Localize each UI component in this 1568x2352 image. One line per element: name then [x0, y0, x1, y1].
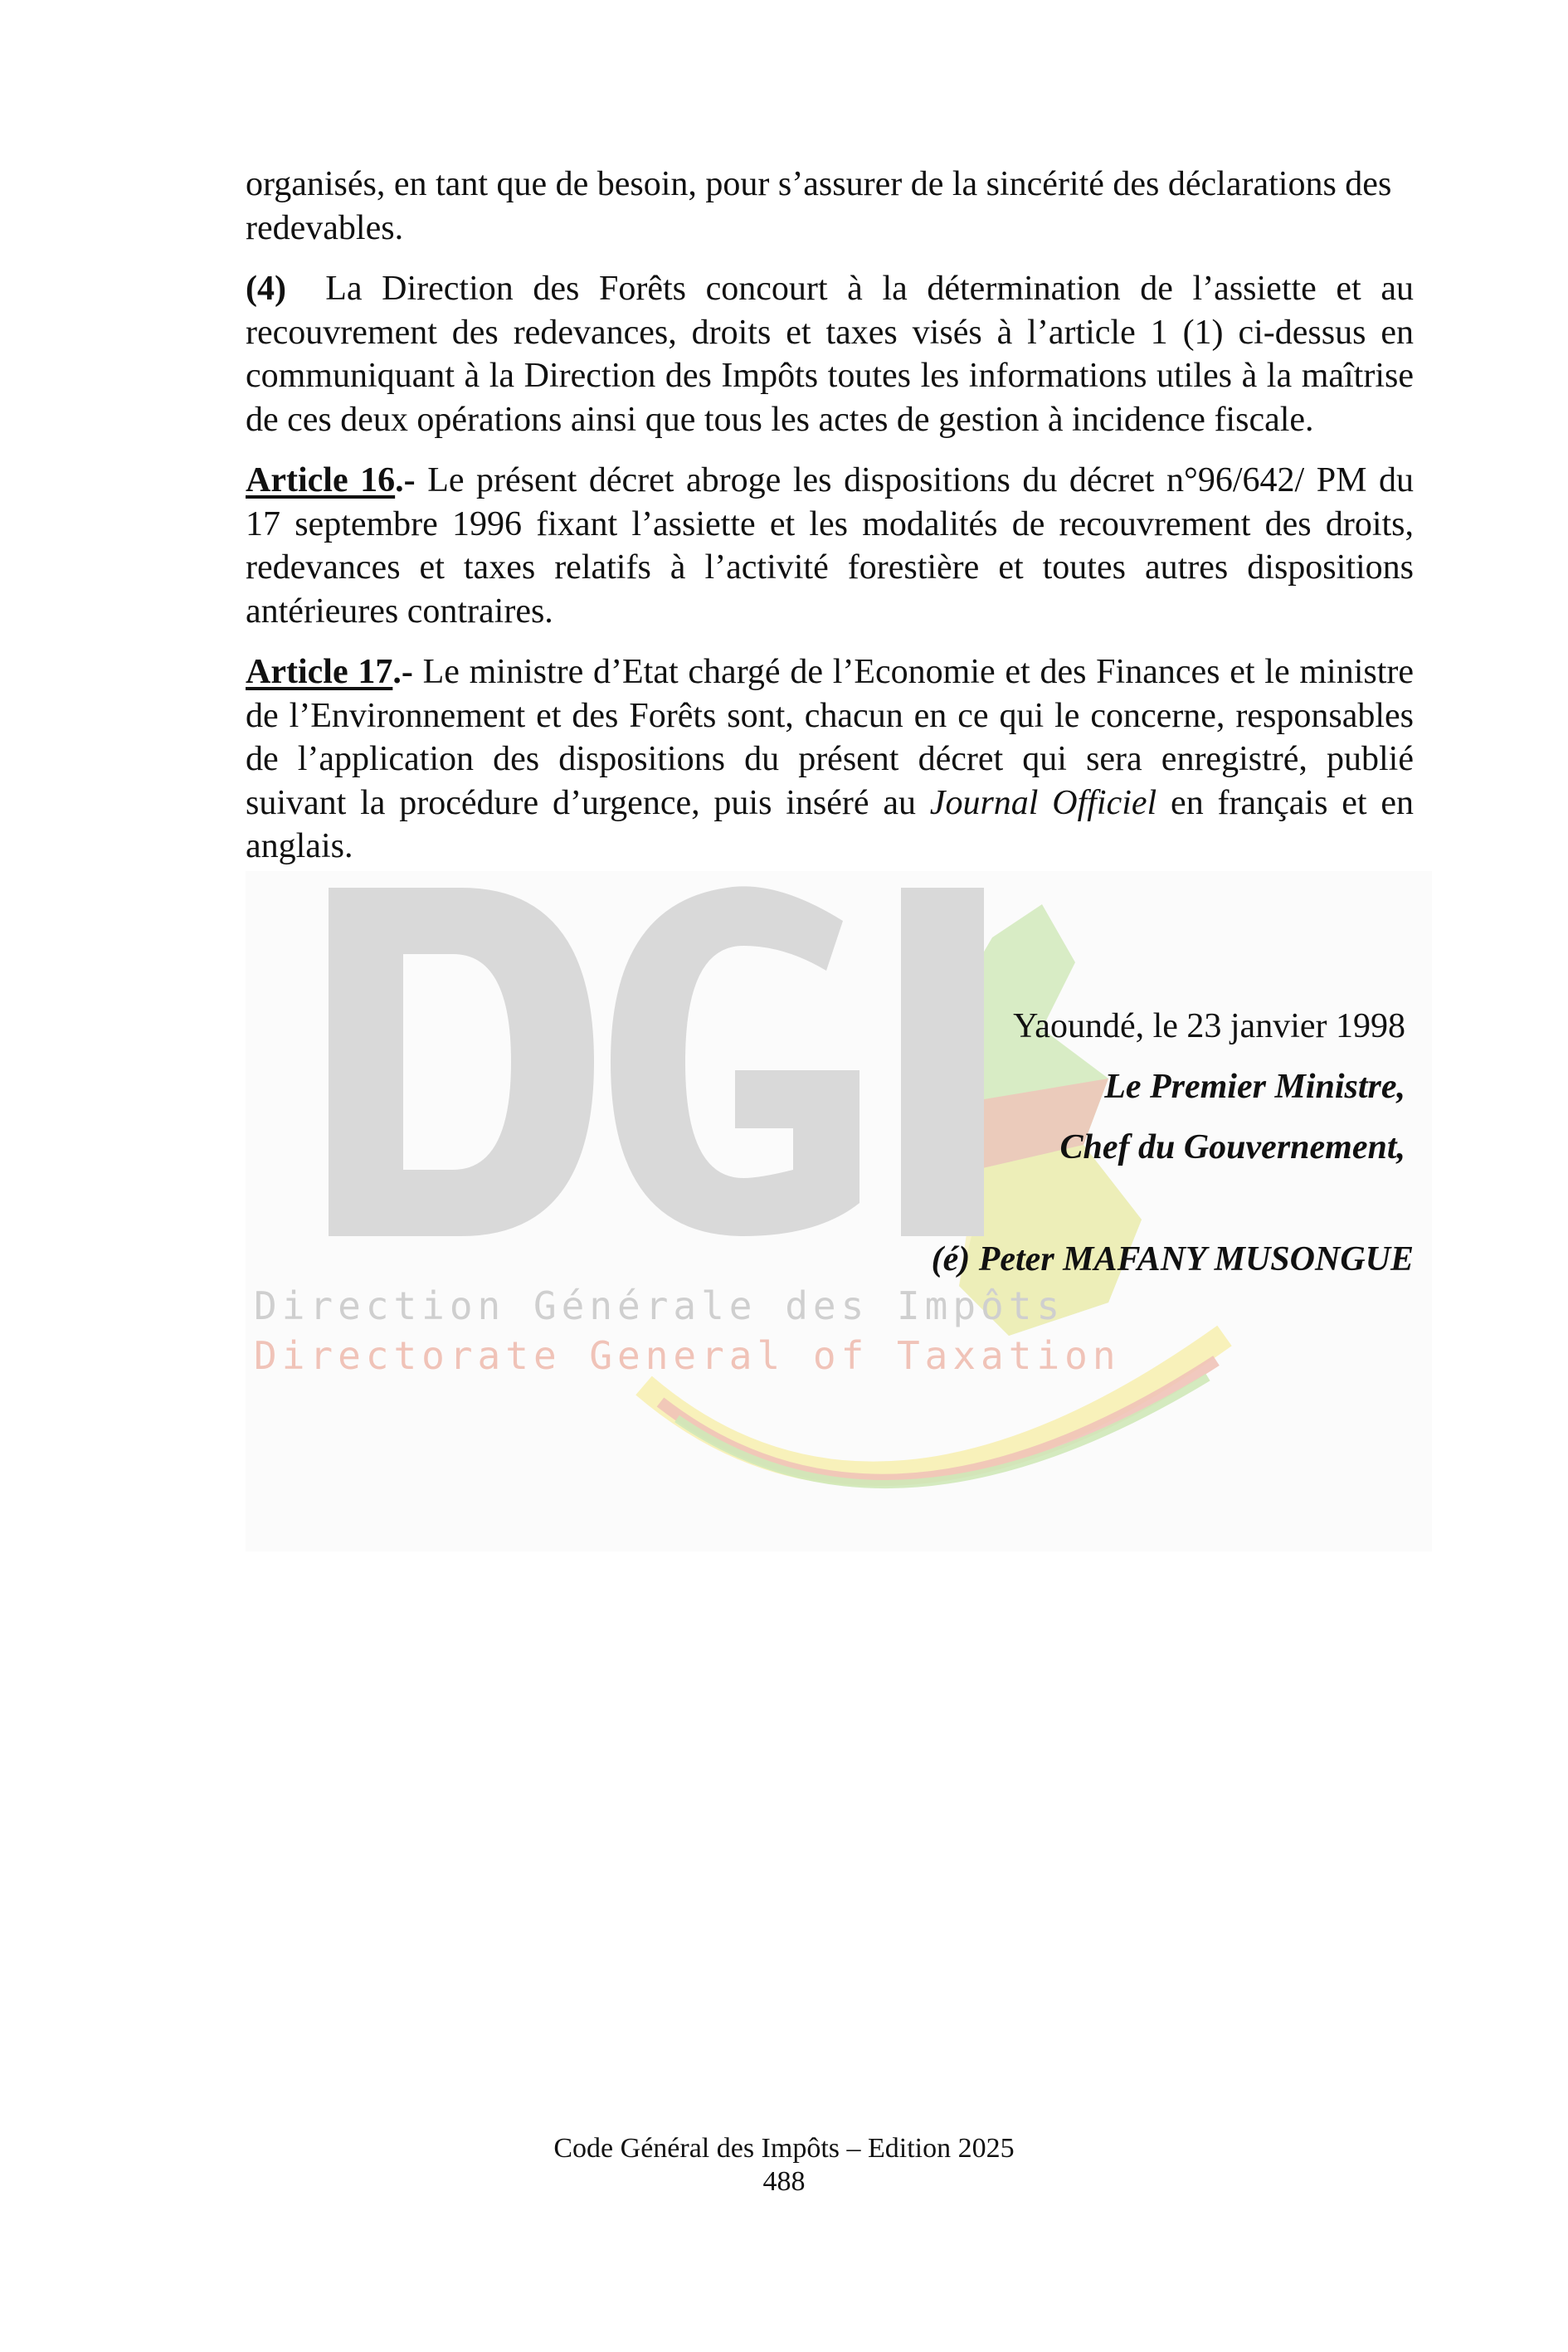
paragraph-1-text: organisés, en tant que de besoin, pour s’assurer de la sincérité des déclarations des redevables. [246, 165, 1392, 247]
paragraph-number: (4) [246, 270, 286, 308]
article-16-label: Article 16 [246, 461, 396, 499]
journal-officiel: Journal Officiel [929, 783, 1157, 822]
article-17-end: en français et en anglais. [246, 783, 1414, 865]
main-content [246, 163, 1414, 886]
article-16 [246, 459, 1414, 633]
footer-title: Code Général des Impôts – Edition 2025 [553, 2133, 1015, 2164]
paragraph-4 [246, 267, 1414, 441]
paragraph-continuation [246, 163, 1414, 250]
paragraph-4-text: La Direction des Forêts concourt à la détermination de l’assiette et au recouvrement des redevances, droits et taxes visés à l’article 1 (1) ci-dessus en communiquant à la Direction des Impôts toutes les informations utiles à la maîtrise de ces deux opérations ainsi que tous les actes de gestion à incidence fiscale. [246, 270, 1414, 439]
article-17-dash: .- [392, 653, 413, 691]
article-16-text: Le présent décret abroge les dispositions du décret n°96/642/ PM du 17 septembre 1996 fixant l’assiette et les modalités de recouvrement des droits, redevances et taxes relatifs à l’activité forestière et toutes autres dispositions antérieures contraires. [246, 461, 1414, 631]
signatory-title-2: Chef du Gouvernement, [1059, 1128, 1405, 1166]
article-17 [246, 650, 1414, 869]
watermark-line-1: Direction Générale des Impôts [254, 1283, 1065, 1328]
signatory-name: (é) Peter MAFANY MUSONGUE [931, 1240, 1414, 1278]
watermark-line-2: Directorate General of Taxation [254, 1333, 1121, 1378]
page-number: 488 [762, 2166, 806, 2197]
place-date: Yaoundé, le 23 janvier 1998 [1013, 1007, 1405, 1045]
page-footer [0, 2132, 1568, 2199]
article-17-label: Article 17 [246, 653, 393, 691]
signature-block [667, 1004, 1414, 1283]
signatory-title-1: Le Premier Ministre, [1104, 1068, 1405, 1106]
article-16-dash: .- [395, 461, 416, 499]
article-17-text: Le ministre d’Etat chargé de l’Economie et des Finances et le ministre de l’Environnement et des Forêts sont, chacun en ce qui le concerne, responsables de l’application des dispositions du présent décret qui sera enregistré, publié suivant la procédure d’urgence, puis inséré au [246, 653, 1414, 822]
